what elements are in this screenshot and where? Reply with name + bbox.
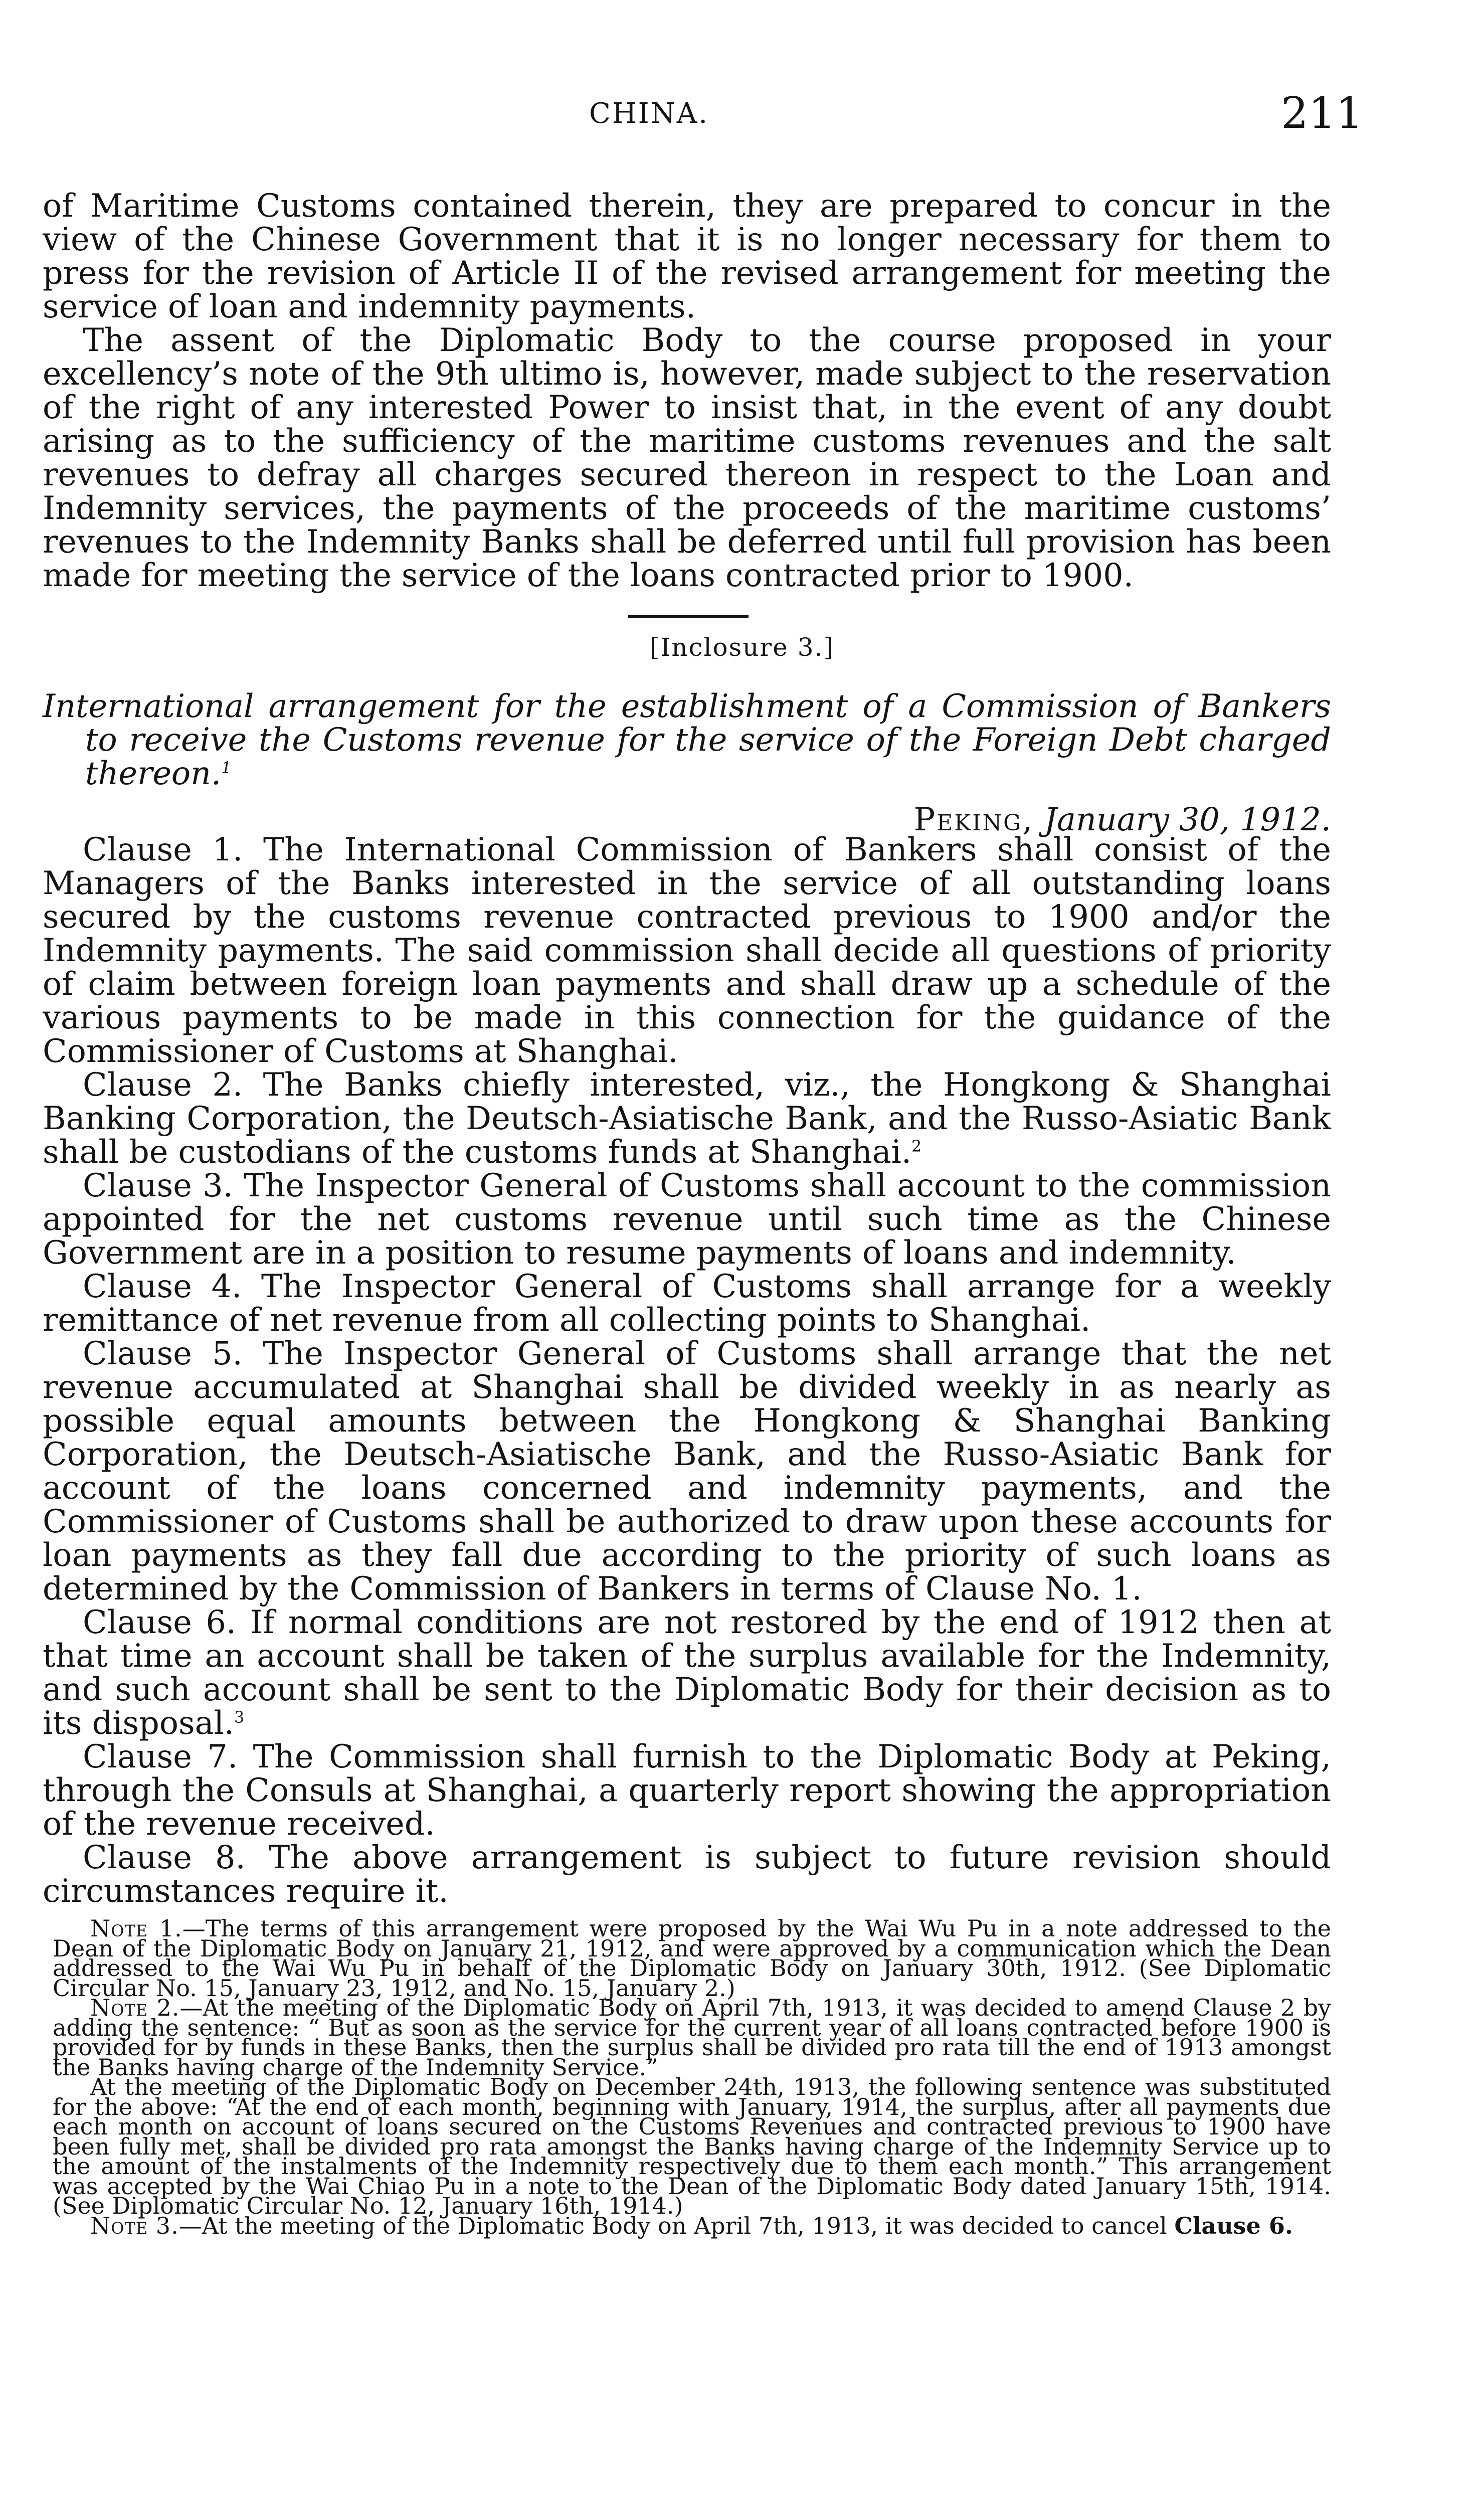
dateline-place: Peking, [913, 801, 1034, 838]
footnote-ref: 3 [234, 1708, 245, 1727]
footnote-ref: 1 [221, 759, 232, 777]
clause [43, 1740, 1331, 1841]
clause-text: Clause 2. The Banks chiefly interested, viz., the Hongkong & Shanghai Banking Corporation, the Deutsch-Asiatische Bank, and the Russo-Asiatic Bank shall be custodians of the customs funds at Shanghai. [43, 1066, 1331, 1170]
running-header [0, 88, 1484, 143]
footnote-2-continuation: At the meeting of the Diplomatic Body on December 24th, 1913, the following sentence was substituted for the above: “At the end of each month, beginning with January, 1914, the surplus, after all payments due each month on account of loans secured on the Customs Revenues and contracted previous to 1900 have been fully met, shall be divided pro rata amongst the Banks having charge of the Indemnity Service up to the amount of the instalments of the Indemnity respectively due to them each month.” This arrangement was accepted by the Wai Chiao Pu in a note to the Dean of the Diplomatic Body dated January 15th, 1914. (See Diplomatic Circular No. 12, January 16th, 1914.) [53, 2073, 1331, 2219]
footnote-clause-ref: Clause 6. [1174, 2212, 1293, 2239]
paragraph: The assent of the Diplomatic Body to the course proposed in your excellency’s note of the 9th ultimo is, however, made subject to the reservation of the right of any interested Power to insist that, in the event of any doubt arising as to the sufficiency of the maritime customs revenues and the salt revenues to defray all charges secured thereon in respect to the Loan and Indemnity services, the payments of the proceeds of the maritime customs’ revenues to the Indemnity Banks shall be deferred until full provision has been made for meeting the service of the loans contracted prior to 1900. [43, 321, 1331, 594]
clause [43, 1068, 1331, 1169]
footnote-2 [53, 1994, 1331, 2081]
clause-text: Clause 3. The Inspector General of Customs shall account to the commission appointed for the net customs revenue until such time as the Chinese Government are in a position to resume payments of loans and indemnity. [43, 1167, 1331, 1271]
clause [43, 833, 1331, 1068]
footnote-text: —At the meeting of the Diplomatic Body on April 7th, 1913, it was decided to amend Clause 2 by adding the sentence: “ But as soon as the service for the current year of all loans contracted before 1900 is provided for by funds in these Banks, then the surplus shall be divided pro rata till the end of 1913 amongst the Banks having charge of the Indemnity Service.” [53, 1994, 1331, 2081]
inclosure-heading-text: International arrangement for the establishment of a Commission of Bankers to receive the Customs revenue for the service of the Foreign Debt charged thereon. [43, 687, 1331, 792]
clause [43, 1841, 1331, 1908]
section-divider [628, 615, 749, 618]
intro-text [43, 189, 1331, 592]
clause [43, 1270, 1331, 1337]
clause [43, 1605, 1331, 1740]
running-title: CHINA. [589, 97, 709, 130]
paragraph: of Maritime Customs contained therein, they are prepared to concur in the view of the Chinese Government that it is no longer necessary for them to press for the revision of Article II of the revised arrangement for meeting the service of loan and indemnity payments. [43, 187, 1331, 325]
footnote-label: Note 2. [90, 1994, 180, 2021]
footnote-label: Note 1. [90, 1915, 182, 1942]
inclosure-heading [43, 689, 1331, 790]
footnote-text: —The terms of this arrangement were proposed by the Wai Wu Pu in a note addressed to the Dean of the Diplomatic Body on January 21, 1912, and were approved by a communication which the Dean addressed to the Wai Wu Pu in behalf of the Diplomatic Body on January 30th, 1912. (See Diplomatic Circular No. 15, January 23, 1912, and No. 15, January 2.) [53, 1915, 1331, 2002]
clause-text: Clause 8. The above arrangement is subject to future revision should circumstances require it. [43, 1839, 1331, 1909]
page-number: 211 [1281, 88, 1364, 138]
footnote-1 [53, 1915, 1331, 2002]
footnote-label: Note 3. [90, 2212, 179, 2239]
clause-text: Clause 5. The Inspector General of Customs shall arrange that the net revenue accumulated at Shanghai shall be divided weekly in as nearly as possible equal amounts between the Hongkong & Shanghai Banking Corporation, the Deutsch-Asiatische Bank, and the Russo-Asiatic Bank for account of the loans concerned and indemnity payments, and the Commissioner of Customs shall be authorized to draw upon these accounts for loan payments as they fall due according to the priority of such loans as determined by the Commission of Bankers in terms of Clause No. 1. [43, 1335, 1331, 1607]
footnotes [53, 1915, 1331, 2239]
clause [43, 1169, 1331, 1270]
clauses [43, 833, 1331, 1908]
clause-text: Clause 6. If normal conditions are not restored by the end of 1912 then at that time an account shall be taken of the surplus available for the Indemnity, and such account shall be sent to the Diplomatic Body for their decision as to its disposal. [43, 1603, 1331, 1741]
footnote-ref: 2 [911, 1137, 922, 1156]
clause-text: Clause 1. The International Commission of Bankers shall consist of the Managers of the Banks interested in the service of all outstanding loans secured by the customs revenue contracted previous to 1900 and/or the Indemnity payments. The said commission shall decide all questions of priority of claim between foreign loan payments and shall draw up a schedule of the various payments to be made in this connection for the guidance of the Commissioner of Customs at Shanghai. [43, 831, 1331, 1069]
clause-text: Clause 4. The Inspector General of Customs shall arrange for a weekly remittance of net revenue from all collecting points to Shanghai. [43, 1268, 1331, 1338]
clause-text: Clause 7. The Commission shall furnish to the Diplomatic Body at Peking, through the Consuls at Shanghai, a quarterly report showing the appropriation of the revenue received. [43, 1738, 1331, 1842]
dateline-date: January 30, 1912. [1044, 801, 1331, 838]
footnote-3 [53, 2212, 1331, 2239]
inclosure-label: [Inclosure 3.] [649, 633, 834, 662]
clause [43, 1337, 1331, 1605]
footnote-text: —At the meeting of the Diplomatic Body on April 7th, 1913, it was decided to cancel [178, 2212, 1167, 2239]
